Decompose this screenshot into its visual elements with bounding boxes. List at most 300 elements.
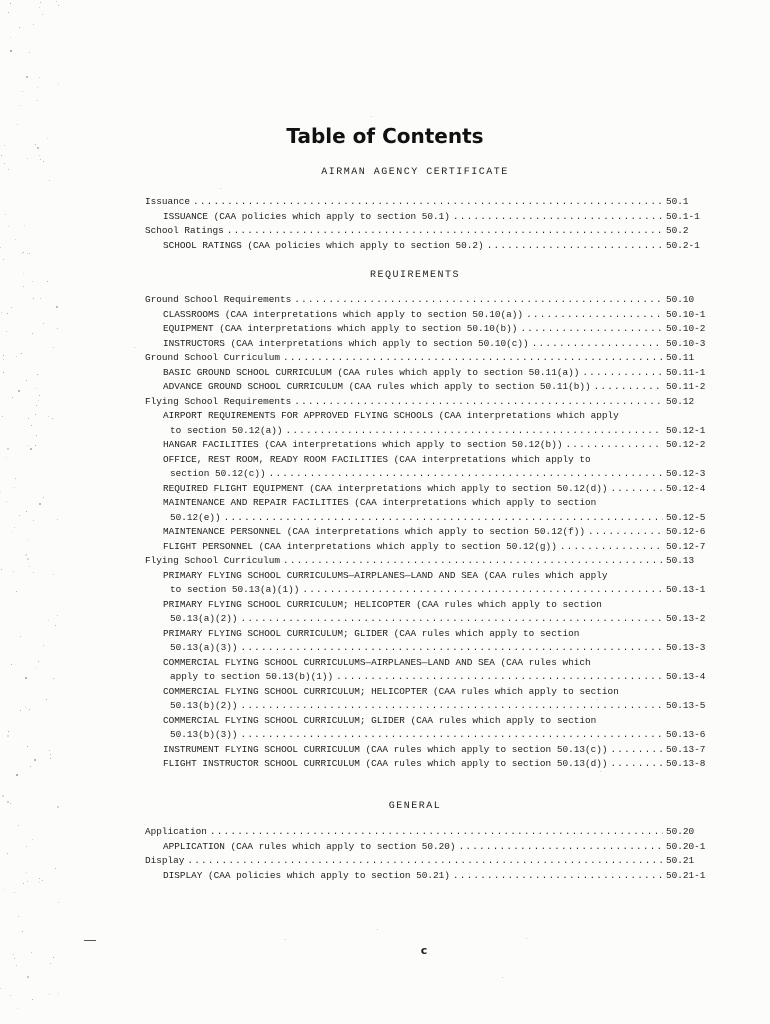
scan-speckle [10,37,11,38]
scan-speckle [14,527,15,528]
scan-speckle [27,976,29,978]
scan-speckle [39,878,40,879]
scan-speckle [20,636,21,637]
scan-speckle [30,766,31,767]
toc-entry-title: OFFICE, REST ROOM, READY ROOM FACILITIES (CAA interpretations which apply to [163,453,591,465]
scan-speckle [20,710,21,711]
scan-speckle [15,239,16,240]
scan-speckle [58,83,59,84]
scan-speckle [26,380,27,381]
dot-leader [532,337,663,352]
toc-entry-page: 50.12-1 [666,424,706,436]
scan-speckle [7,853,8,854]
scan-speckle [35,667,36,668]
toc-entry [145,714,710,729]
toc-entry-page: 50.13-5 [666,700,706,711]
dot-leader [224,511,663,526]
scan-speckle [39,7,40,8]
toc-entry-title: Display [145,855,185,866]
toc-entry-page: 50.20 [666,826,695,837]
scan-speckle [33,24,34,25]
scan-speckle [27,881,28,882]
scan-speckle [37,100,38,101]
toc-entry-page: 50.10 [666,294,695,305]
toc-entry [145,540,710,555]
dot-leader [210,825,663,840]
toc-entry-title: apply to section 50.13(b)(1)) [170,671,334,682]
scan-speckle [220,188,221,189]
scan-speckle [29,52,30,53]
scan-speckle [40,159,41,160]
toc-entry [145,322,710,337]
toc-entry-title: PRIMARY FLYING SCHOOL CURRICULUM; GLIDER (CAA rules which apply to section [163,627,580,639]
toc-entry [145,854,710,869]
scan-speckle [57,519,58,520]
scan-speckle [502,977,503,978]
toc-entry [145,438,710,453]
toc-entry-title: INSTRUCTORS (CAA interpretations which apply to section 50.10(c)) [163,337,529,349]
toc-entry-page: 50.13 [666,555,695,566]
scan-speckle [32,333,33,334]
toc-entry-page: 50.10-2 [666,323,706,334]
scan-speckle [25,677,27,679]
dot-leader [302,583,663,598]
scan-speckle [27,158,28,159]
scan-speckle [49,180,50,181]
dot-leader [294,395,663,410]
toc-entry [145,496,710,511]
scan-speckle [33,298,34,299]
scan-speckle [19,515,20,516]
toc-entry-title: APPLICATION (CAA rules which apply to section 50.20) [163,840,456,852]
scan-speckle [50,758,51,759]
toc-entry-page: 50.12-4 [666,482,706,494]
scan-speckle [24,225,25,226]
toc-entry-title: 50.13(a)(3)) [170,642,238,653]
toc-entry [145,308,710,323]
scan-speckle [40,2,41,3]
toc-entry-title: to section 50.13(a)(1)) [170,584,300,595]
dot-leader [459,840,663,855]
toc-entry-title: 50.13(b)(2)) [170,700,238,711]
toc-entry-title: CLASSROOMS (CAA interpretations which apply to section 50.10(a)) [163,308,524,320]
scan-speckle [27,558,29,560]
toc-entry [145,757,710,772]
scan-speckle [26,872,27,873]
scan-speckle [28,418,29,419]
scan-speckle [53,347,54,348]
toc-entry-page: 50.13-7 [666,743,706,755]
scan-speckle [26,846,27,847]
scan-speckle [526,938,527,939]
scan-speckle [57,328,58,329]
scan-speckle [7,448,9,450]
scan-speckle [33,520,34,521]
scan-speckle [36,435,37,436]
dot-leader [610,757,663,772]
scan-speckle [4,163,5,164]
toc-entry-page: 50.11-1 [666,366,706,378]
scan-speckle [36,405,37,406]
scan-speckle [34,759,36,761]
toc-entry-page: 50.12-5 [666,511,706,523]
toc-entry-title: 50.13(b)(3)) [170,729,238,740]
dot-leader [187,854,663,869]
scan-speckle [58,993,59,994]
scan-speckle [23,252,24,253]
scan-speckle [12,397,13,398]
toc-entry-title: School Ratings [145,225,224,236]
toc-entry-title: AIRPORT REQUIREMENTS FOR APPROVED FLYING SCHOOLS (CAA interpretations which apply [163,410,619,421]
scan-speckle [58,902,59,903]
dot-leader [487,239,663,254]
scan-speckle [371,116,372,117]
toc-entry [145,612,710,627]
scan-speckle [42,14,43,15]
scan-speckle [18,825,19,826]
toc-entry [145,728,710,743]
toc-entry-title: to section 50.12(a)) [170,424,283,436]
toc-entry [145,380,710,395]
dot-leader [453,210,663,225]
toc-entry-page: 50.1 [666,196,689,207]
dot-leader [588,525,663,540]
scan-speckle [50,963,51,964]
toc-entry-title: Flying School Curriculum [145,555,281,566]
toc-entry-title: COMMERCIAL FLYING SCHOOL CURRICULUM; GLIDER (CAA rules which apply to section [163,714,597,726]
scan-speckle [7,735,9,737]
toc-entry [145,224,710,239]
toc-entry [145,395,710,410]
scan-speckle [27,253,28,254]
scan-speckle [2,416,3,417]
dot-leader [336,670,663,685]
toc-entry-title: SCHOOL RATINGS (CAA policies which apply to section 50.2) [163,239,484,251]
scan-speckle [23,286,24,287]
toc-entry-title: MAINTENANCE PERSONNEL (CAA interpretations which apply to section 50.12(f)) [163,526,585,537]
dot-leader [269,467,663,482]
toc-entry [145,482,710,497]
dot-leader [520,322,663,337]
toc-entry-page: 50.11-2 [666,381,706,392]
scan-speckle [49,994,50,995]
toc-entry-page: 50.10-3 [666,337,706,349]
scan-speckle [16,774,18,776]
scan-speckle [32,281,33,282]
scan-speckle [39,155,40,156]
toc-entry [145,467,710,482]
scan-speckle [22,931,23,932]
toc-entry-page: 50.13-2 [666,613,706,624]
scan-speckle [134,347,135,348]
scan-speckle [32,999,33,1000]
scan-speckle [6,501,7,502]
scan-speckle [58,5,59,6]
toc-entry-page: 50.12-7 [666,540,706,552]
scan-speckle [11,307,12,308]
scan-speckle [43,161,44,162]
scan-speckle [29,253,30,254]
scan-speckle [5,214,6,215]
scan-speckle [4,889,5,890]
scan-speckle [13,571,14,572]
scan-speckle [26,76,28,78]
toc-entry [145,525,710,540]
scan-speckle [20,105,21,106]
scan-speckle [48,620,49,621]
toc-entry-title: Ground School Requirements [145,294,292,305]
dot-leader [241,699,663,714]
scan-speckle [26,554,27,555]
scan-speckle [25,707,26,708]
scan-speckle [17,1008,18,1009]
toc-entry [145,699,710,714]
scan-speckle [35,445,36,446]
dot-leader [610,482,663,497]
scan-speckle [27,746,28,747]
scan-speckle [3,259,4,260]
toc-entry-title: INSTRUMENT FLYING SCHOOL CURRICULUM (CAA rules which apply to section 50.13(c)) [163,743,608,755]
section-heading-airman-agency-certificate: AIRMAN AGENCY CERTIFICATE [321,167,509,178]
scan-speckle [48,416,49,417]
toc-entry [145,869,710,884]
toc-entry [145,685,710,700]
toc-entry [145,569,710,584]
scan-speckle [6,331,7,332]
scan-speckle [30,448,32,450]
toc-entry [145,583,710,598]
scan-speckle [56,306,58,308]
scan-speckle [53,574,54,575]
scan-speckle [12,532,13,533]
scan-speckle [10,995,11,996]
toc-entry-title: PRIMARY FLYING SCHOOL CURRICULUM; HELICOPTER (CAA rules which apply to section [163,598,602,610]
scan-speckle [22,91,23,92]
scan-speckle [8,12,9,13]
scan-speckle [42,880,43,881]
dot-leader [283,554,663,569]
dot-leader [453,869,663,884]
section-heading-general: GENERAL [388,801,442,812]
scan-speckle [1,569,2,570]
scan-speckle [33,572,34,573]
toc-entry-page: 50.12-3 [666,468,706,479]
toc-entry-page: 50.2-1 [666,239,700,251]
scan-speckle [377,929,378,930]
toc-entry-page: 50.21-1 [666,869,706,881]
scan-speckle [39,882,40,883]
scan-speckle [16,965,17,966]
dot-leader [283,351,663,366]
toc-entry [145,409,710,424]
scan-speckle [56,1,57,2]
toc-entry-title: Ground School Curriculum [145,352,281,363]
scan-speckle [10,3,11,4]
scan-speckle [52,418,53,419]
toc-entry-title: EQUIPMENT (CAA interpretations which apply to section 50.10(b)) [163,323,518,334]
scan-speckle [43,497,44,498]
toc-entry-page: 50.1-1 [666,210,700,222]
scan-speckle [43,645,44,646]
toc-entry-title: COMMERCIAL FLYING SCHOOL CURRICULUM; HELICOPTER (CAA rules which apply to section [163,685,619,697]
toc-entry-title: 50.13(a)(2)) [170,613,238,624]
toc-entry-page: 50.21 [666,855,695,866]
toc-entry-page: 50.13-4 [666,671,706,682]
scan-speckle [3,372,4,373]
scan-speckle [23,883,24,884]
toc-entry-page: 50.13-3 [666,642,706,653]
toc-entry-title: BASIC GROUND SCHOOL CURRICULUM (CAA rules which apply to section 50.11(a)) [163,366,580,378]
toc-entry-page: 50.10-1 [666,308,706,320]
toc-entry [145,511,710,526]
scan-speckle [37,87,38,88]
toc-entry [145,210,710,225]
toc-entry-title: COMMERCIAL FLYING SCHOOL CURRICULUMS—AIRPLANES—LAND AND SEA (CAA rules which [163,656,591,668]
toc-section-requirements [145,293,710,772]
scan-speckle [31,425,32,426]
dot-leader [294,293,663,308]
toc-entry [145,424,710,439]
scan-speckle [3,355,4,356]
toc-entry [145,337,710,352]
scan-speckle [39,503,41,505]
scan-speckle [38,661,39,662]
toc-entry-title: HANGAR FACILITIES (CAA interpretations which apply to section 50.12(b)) [163,439,563,450]
scan-speckle [43,323,44,324]
toc-entry-title: FLIGHT INSTRUCTOR SCHOOL CURRICULUM (CAA rules which apply to section 50.13(d)) [163,758,608,769]
scan-speckle [37,374,38,375]
scan-speckle [53,678,54,679]
scan-speckle [16,591,17,592]
toc-entry [145,598,710,613]
scan-speckle [29,566,30,567]
scan-speckle [39,395,40,396]
toc-entry-title: ISSUANCE (CAA policies which apply to section 50.1) [163,210,450,222]
toc-entry-page: 50.12 [666,395,695,407]
scan-speckle [21,353,22,354]
toc-entry [145,453,710,468]
dot-leader [241,641,663,656]
toc-entry [145,351,710,366]
toc-entry-page: 50.13-6 [666,729,706,740]
dot-leader [594,380,663,395]
toc-entry [145,627,710,642]
scan-speckle [32,839,33,840]
toc-entry [145,656,710,671]
toc-entry-title: REQUIRED FLIGHT EQUIPMENT (CAA interpretations which apply to section 50.12(d)) [163,482,608,494]
margin-dash [84,940,96,941]
toc-entry [145,293,710,308]
scan-speckle [14,487,15,488]
dot-leader [227,224,663,239]
dot-leader [241,612,663,627]
toc-entry [145,195,710,210]
toc-entry [145,366,710,381]
scan-speckle [40,298,41,299]
dot-leader [560,540,663,555]
toc-entry-title: FLIGHT PERSONNEL (CAA interpretations which apply to section 50.12(g)) [163,540,557,552]
toc-entry-title: Application [145,826,207,837]
scan-speckle [18,390,20,392]
scan-speckle [10,50,12,52]
toc-entry [145,743,710,758]
scan-speckle [14,958,15,959]
scan-speckle [16,356,17,357]
toc-entry-page: 50.11 [666,352,695,363]
scan-speckle [47,281,48,282]
scan-speckle [28,445,29,446]
scan-speckle [18,916,19,917]
toc-entry [145,670,710,685]
dot-leader [286,424,663,439]
toc-entry-page: 50.13-1 [666,584,706,595]
scan-speckle [50,754,51,755]
dot-leader [526,308,663,323]
scan-speckle [55,625,56,626]
toc-entry-page: 50.12-2 [666,439,706,450]
scan-speckle [38,400,39,401]
scan-speckle [25,555,26,556]
dot-leader [565,438,663,453]
toc-entry [145,239,710,254]
toc-entry-title: DISPLAY (CAA policies which apply to section 50.21) [163,869,450,881]
scan-speckle [19,27,20,28]
section-heading-requirements: REQUIREMENTS [369,270,460,281]
scan-speckle [285,939,286,940]
scan-speckle [57,615,58,616]
toc-entry [145,641,710,656]
toc-entry [145,825,710,840]
scan-speckle [28,540,29,541]
scan-speckle [46,699,47,700]
toc-entry-title: MAINTENANCE AND REPAIR FACILITIES (CAA interpretations which apply to section [163,497,597,508]
scan-speckle [11,664,12,665]
scan-speckle [14,892,15,893]
scan-speckle [55,868,56,869]
toc-entry-title: Flying School Requirements [145,395,292,407]
scan-speckle [36,388,37,389]
scan-speckle [3,359,4,360]
scan-speckle [1,155,2,156]
scan-speckle [8,226,9,227]
scan-speckle [0,247,1,248]
scan-speckle [7,313,8,314]
scan-speckle [49,750,50,751]
toc-section-airman-agency-certificate [145,195,710,253]
scan-speckle [39,77,40,78]
scan-speckle [35,414,36,415]
page-title: Table of Contents [286,124,484,148]
toc-entry-page: 50.13-8 [666,758,706,769]
scan-speckle [6,457,7,458]
scan-speckle [2,795,4,797]
scan-speckle [26,511,27,512]
toc-entry [145,840,710,855]
dot-leader [241,728,663,743]
toc-entry-page: 50.12-6 [666,526,706,537]
toc-entry [145,554,710,569]
scan-speckle [15,478,16,479]
scan-speckle [53,957,54,958]
toc-entry-title: PRIMARY FLYING SCHOOL CURRICULUMS—AIRPLANES—LAND AND SEA (CAA rules which apply [163,569,608,581]
dot-leader [193,195,663,210]
dot-leader [582,366,663,381]
scan-speckle [29,709,30,710]
scan-speckle [21,253,22,254]
toc-entry-title: Issuance [145,196,191,207]
scan-speckle [0,492,1,493]
dot-leader [610,743,663,758]
